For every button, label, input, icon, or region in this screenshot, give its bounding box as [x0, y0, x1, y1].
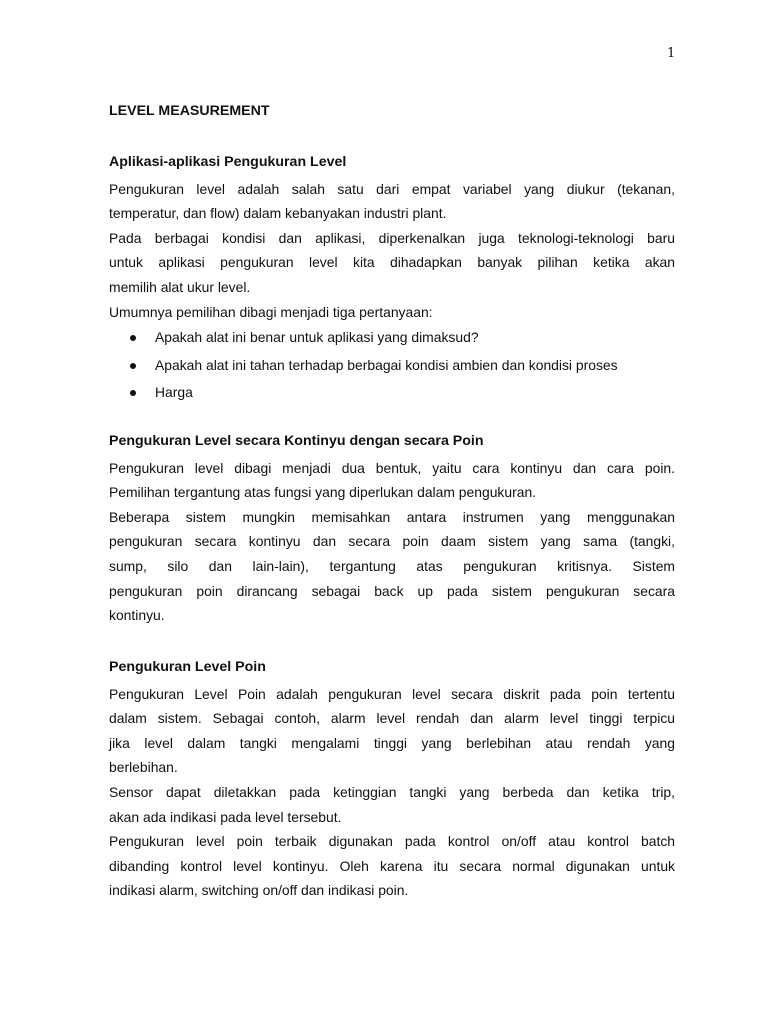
list-item-text: Apakah alat ini benar untuk aplikasi yang dimaksud?	[155, 329, 479, 346]
text-line: Umumnya pemilihan dibagi menjadi tiga pertanyaan:	[109, 303, 433, 320]
text-line: Beberapa sistem mungkin memisahkan antara instrumen yang menggunakan	[109, 508, 675, 525]
bullet-icon	[130, 363, 136, 369]
text-line: Pengukuran level adalah salah satu dari empat variabel yang diukur (tekanan,	[109, 180, 675, 197]
text-line: Pengukuran level dibagi menjadi dua bentuk, yaitu cara kontinyu dan cara poin.	[109, 459, 675, 476]
paragraph	[109, 829, 675, 903]
text-line: temperatur, dan flow) dalam kebanyakan industri plant.	[109, 205, 447, 222]
paragraph	[109, 177, 675, 226]
text-line: kontinyu.	[109, 607, 165, 624]
bullet-icon	[130, 335, 136, 341]
list-item-text: Harga	[155, 384, 193, 401]
text-line: Pada berbagai kondisi dan aplikasi, diperkenalkan juga teknologi-teknologi baru	[109, 229, 675, 246]
section-heading: Aplikasi-aplikasi Pengukuran Level	[109, 154, 347, 170]
text-line: indikasi alarm, switching on/off dan indikasi poin.	[109, 882, 409, 899]
section-heading: Pengukuran Level secara Kontinyu dengan secara Poin	[109, 433, 484, 449]
section-pengukuran-level-poin	[109, 657, 675, 903]
text-line: Sensor dapat diletakkan pada ketinggian tangki yang berbeda dan ketika trip,	[109, 783, 675, 800]
text-line: jika level dalam tangki mengalami tinggi yang berlebihan atau rendah yang	[109, 734, 675, 751]
text-line: untuk aplikasi pengukuran level kita dihadapkan banyak pilihan ketika akan	[109, 254, 675, 271]
text-line: akan ada indikasi pada level tersebut.	[109, 808, 342, 825]
text-line: Pengukuran Level Poin adalah pengukuran level secara diskrit pada poin tertentu	[109, 685, 675, 702]
text-line: dalam sistem. Sebagai contoh, alarm level rendah dan alarm level tinggi terpicu	[109, 710, 675, 727]
text-line: Pengukuran level poin terbaik digunakan pada kontrol on/off atau kontrol batch	[109, 833, 675, 850]
section-heading: Pengukuran Level Poin	[109, 659, 266, 675]
list-item-text: Apakah alat ini tahan terhadap berbagai kondisi ambien dan kondisi proses	[155, 356, 618, 373]
paragraph	[109, 505, 675, 628]
list-item	[109, 352, 675, 380]
text-line: memilih alat ukur level.	[109, 278, 251, 295]
text-line: pengukuran secara kontinyu dan secara poin daam sistem yang sama (tangki,	[109, 533, 675, 550]
text-line: berlebihan.	[109, 759, 178, 776]
document-title: LEVEL MEASUREMENT	[109, 103, 270, 119]
bullet-list	[109, 324, 675, 407]
text-line: Pemilihan tergantung atas fungsi yang diperlukan dalam pengukuran.	[109, 484, 537, 501]
section-aplikasi-pengukuran-level	[109, 152, 675, 407]
paragraph	[109, 300, 675, 325]
text-line: dibanding kontrol level kontinyu. Oleh karena itu secara normal digunakan untuk	[109, 857, 675, 874]
text-line: sump, silo dan lain-lain), tergantung atas pengukuran kritisnya. Sistem	[109, 557, 675, 574]
paragraph	[109, 226, 675, 300]
paragraph	[109, 682, 675, 780]
list-item	[109, 324, 675, 352]
list-item	[109, 379, 675, 407]
paragraph	[109, 780, 675, 829]
page-number: 1	[667, 46, 676, 61]
bullet-icon	[130, 390, 136, 396]
paragraph	[109, 456, 675, 505]
section-kontinyu-dan-poin	[109, 431, 675, 628]
text-line: pengukuran poin dirancang sebagai back up pada sistem pengukuran secara	[109, 582, 675, 599]
